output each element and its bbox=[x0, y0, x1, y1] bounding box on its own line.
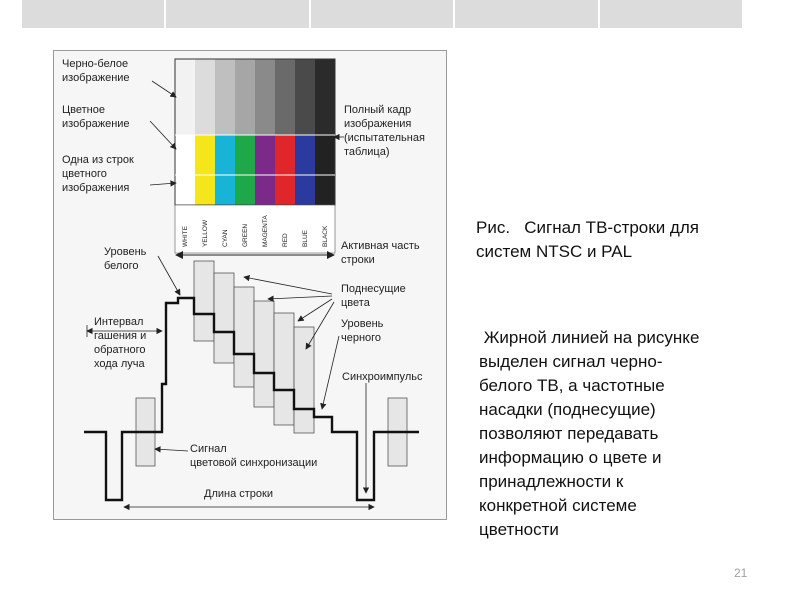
body-line: цветности bbox=[479, 520, 559, 539]
color-bar-red bbox=[275, 135, 295, 175]
body-line: насадки (поднесущие) bbox=[479, 400, 656, 419]
label-subcarriers: Поднесущие цвета bbox=[341, 283, 406, 309]
label-sync-pulse: Синхроимпульс bbox=[342, 371, 423, 383]
body-line: белого ТВ, а частотные bbox=[479, 376, 665, 395]
color-line-bars bbox=[175, 175, 335, 205]
label-bw-image: Черно-белое изображение bbox=[62, 58, 130, 84]
figure-caption bbox=[476, 216, 786, 264]
tv-signal-figure bbox=[53, 50, 447, 520]
color-bar-blue bbox=[295, 135, 315, 175]
label-color-image: Цветное изображение bbox=[62, 104, 130, 130]
leader-burst-1 bbox=[155, 449, 188, 451]
color-bars bbox=[175, 135, 335, 175]
color-bar-white bbox=[175, 135, 195, 175]
color-bar-cyan bbox=[215, 135, 235, 175]
body-line: принадлежности к bbox=[479, 472, 624, 491]
top-bar-cell bbox=[22, 0, 166, 28]
line-bar-white bbox=[175, 175, 195, 205]
label-one-line: Одна из строк цветного изображения bbox=[62, 154, 134, 194]
bar-name-green: GREEN bbox=[242, 223, 249, 247]
line-bar-magenta bbox=[255, 175, 275, 205]
color-bar-green bbox=[235, 135, 255, 175]
bw-bar-yellow bbox=[195, 59, 215, 135]
label-full-frame: Полный кадр изображения (испытательная таблица) bbox=[344, 104, 425, 158]
bw-bar-red bbox=[275, 59, 295, 135]
leader-color bbox=[150, 121, 176, 149]
leader-bw bbox=[152, 81, 176, 97]
label-black-level: Уровень черного bbox=[341, 318, 384, 344]
top-bar-cell bbox=[600, 0, 742, 28]
leader-sub-1 bbox=[244, 277, 332, 294]
subcarrier-packet-2 bbox=[214, 273, 234, 363]
body-line: позволяют передавать bbox=[479, 424, 659, 443]
line-bar-green bbox=[235, 175, 255, 205]
page-number: 21 bbox=[734, 566, 748, 580]
body-line: конкретной системе bbox=[479, 496, 637, 515]
line-bar-yellow bbox=[195, 175, 215, 205]
bar-name-red: RED bbox=[282, 233, 289, 247]
bar-name-black: BLACK bbox=[322, 225, 329, 247]
label-blanking: Интервал гашения и обратного хода луча bbox=[94, 316, 147, 370]
leader-line bbox=[150, 183, 176, 185]
bar-name-cyan: CYAN bbox=[222, 229, 229, 247]
bar-name-blue: BLUE bbox=[302, 230, 309, 247]
leader-sub-2 bbox=[268, 296, 332, 299]
line-bar-black bbox=[315, 175, 335, 205]
subcarrier-packet-3 bbox=[234, 287, 254, 387]
bar-name-yellow: YELLOW bbox=[202, 219, 209, 247]
bar-name-magenta: MAGENTA bbox=[262, 215, 269, 247]
bw-bars bbox=[175, 59, 335, 135]
leader-sub-3 bbox=[298, 299, 332, 321]
color-bar-black bbox=[315, 135, 335, 175]
line-bar-cyan bbox=[215, 175, 235, 205]
subcarrier-packet-5 bbox=[274, 313, 294, 425]
subcarrier-packet-6 bbox=[294, 327, 314, 433]
labels-strip bbox=[175, 205, 335, 253]
color-bar-yellow bbox=[195, 135, 215, 175]
label-active-part: Активная часть строки bbox=[341, 240, 420, 266]
top-bar-cell bbox=[166, 0, 310, 28]
body-line: Жирной линией на рисунке bbox=[479, 328, 700, 347]
body-text bbox=[479, 326, 789, 542]
bw-bar-cyan bbox=[215, 59, 235, 135]
label-burst: Сигнал цветовой синхронизации bbox=[190, 443, 318, 469]
leader-white bbox=[158, 256, 180, 295]
subcarrier-packet-4 bbox=[254, 301, 274, 407]
top-bar-cell bbox=[455, 0, 599, 28]
leader-sub-4 bbox=[306, 302, 334, 349]
leader-black bbox=[322, 336, 339, 409]
top-bar bbox=[22, 0, 742, 28]
label-white-level: Уровень белого bbox=[104, 246, 147, 272]
color-bar-magenta bbox=[255, 135, 275, 175]
subcarrier-packet-1 bbox=[194, 261, 214, 341]
caption-line-1: Рис. Сигнал ТВ-строки для bbox=[476, 218, 699, 237]
bar-name-white: WHITE bbox=[182, 226, 189, 247]
bw-bar-magenta bbox=[255, 59, 275, 135]
body-line: выделен сигнал черно- bbox=[479, 352, 663, 371]
bw-bar-white bbox=[175, 59, 195, 135]
bw-bar-black bbox=[315, 59, 335, 135]
line-bar-blue bbox=[295, 175, 315, 205]
bw-bar-blue bbox=[295, 59, 315, 135]
top-bar-cell bbox=[311, 0, 455, 28]
bw-bar-green bbox=[235, 59, 255, 135]
label-line-length: Длина строки bbox=[204, 488, 273, 500]
line-bar-red bbox=[275, 175, 295, 205]
body-line: информацию о цвете и bbox=[479, 448, 662, 467]
caption-line-2: систем NTSC и PAL bbox=[476, 242, 633, 261]
